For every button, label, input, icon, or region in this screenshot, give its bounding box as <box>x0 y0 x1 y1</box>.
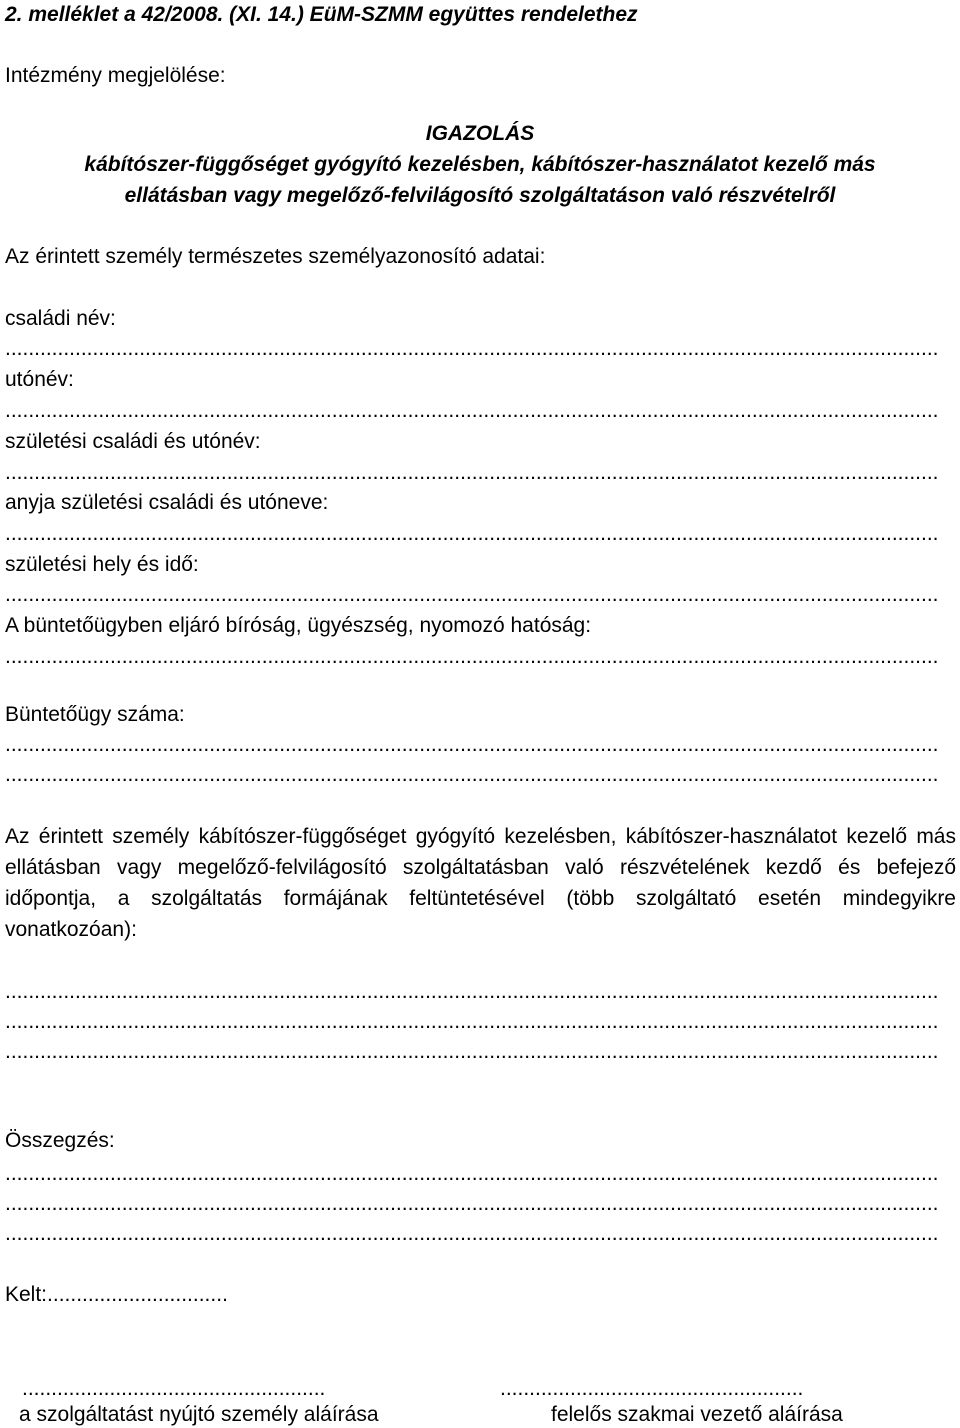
birth-place-date-field[interactable]: ................................................................................................................................................................ <box>5 583 939 606</box>
given-name-label: utónév: <box>5 368 74 391</box>
date-field[interactable]: ............................... <box>47 1283 228 1306</box>
family-name-field[interactable]: ................................................................................................................................................................ <box>5 337 939 360</box>
given-name-field[interactable]: ................................................................................................................................................................ <box>5 399 939 422</box>
case-number-label: Büntetőügy száma: <box>5 703 185 726</box>
date-label: Kelt: <box>5 1283 48 1306</box>
left-signature-label: a szolgáltatást nyújtó személy aláírása <box>19 1403 379 1426</box>
birth-place-date-label: születési hely és idő: <box>5 553 199 576</box>
summary-label: Összegzés: <box>5 1129 115 1152</box>
family-name-label: családi név: <box>5 307 116 330</box>
participation-field-line-1[interactable]: ................................................................................................................................................................ <box>5 980 939 1003</box>
participation-field-line-3[interactable]: ................................................................................................................................................................ <box>5 1040 939 1063</box>
summary-field-line-3[interactable]: ................................................................................................................................................................ <box>5 1222 939 1245</box>
participation-field-line-2[interactable]: ................................................................................................................................................................ <box>5 1010 939 1033</box>
authority-field[interactable]: ................................................................................................................................................................ <box>5 645 939 668</box>
mother-name-label: anyja születési családi és utóneve: <box>5 491 329 514</box>
left-signature-line[interactable]: .................................................... <box>22 1377 326 1400</box>
document-subtitle-line-2: ellátásban vagy megelőző-felvilágosító szolgáltatáson való részvételről <box>124 184 836 207</box>
case-number-field-line-1[interactable]: ................................................................................................................................................................ <box>5 733 939 756</box>
participation-text: Az érintett személy kábítószer-függőséget gyógyító kezelésben, kábítószer-használatot kezelő más ellátásban vagy megelőző-felvilágosító szolgáltatásban való részvételének kezdő és befejező időpontja, a szolgáltatás formájának feltüntetésével (több szolgáltató esetén mindegyikre vonatkozóan): <box>5 825 956 941</box>
person-intro: Az érintett személy természetes személyazonosító adatai: <box>5 245 546 268</box>
document-header: 2. melléklet a 42/2008. (XI. 14.) EüM-SZMM együttes rendelethez <box>5 3 638 26</box>
authority-label: A büntetőügyben eljáró bíróság, ügyészség, nyomozó hatóság: <box>5 614 592 637</box>
mother-name-field[interactable]: ................................................................................................................................................................ <box>5 522 939 545</box>
document-title: IGAZOLÁS <box>425 122 535 145</box>
summary-field-line-2[interactable]: ................................................................................................................................................................ <box>5 1192 939 1215</box>
document-subtitle-line-1: kábítószer-függőséget gyógyító kezelésben, kábítószer-használatot kezelő más <box>84 153 876 176</box>
right-signature-label: felelős szakmai vezető aláírása <box>551 1403 843 1426</box>
case-number-field-line-2[interactable]: ................................................................................................................................................................ <box>5 763 939 786</box>
birth-name-label: születési családi és utónév: <box>5 430 261 453</box>
institution-label: Intézmény megjelölése: <box>5 64 226 87</box>
birth-name-field[interactable]: ................................................................................................................................................................ <box>5 461 939 484</box>
summary-field-line-1[interactable]: ................................................................................................................................................................ <box>5 1162 939 1185</box>
right-signature-line[interactable]: .................................................... <box>500 1377 804 1400</box>
date-row <box>5 1283 228 1307</box>
